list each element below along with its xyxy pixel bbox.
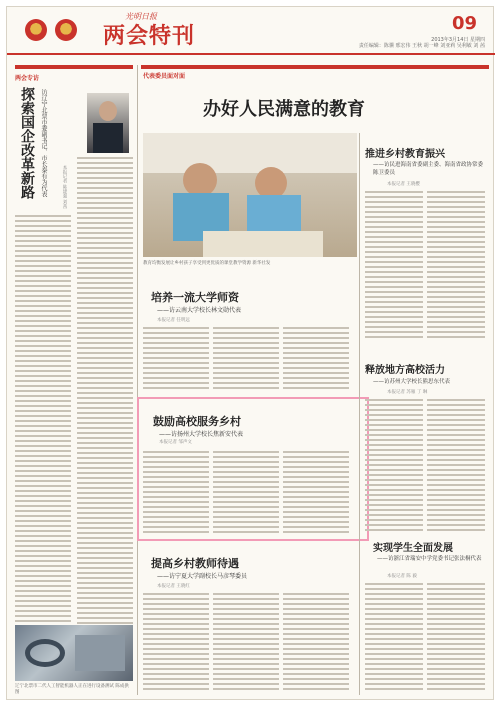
left-byline: 本报记者 陈建强 刘茜 xyxy=(62,165,67,209)
factory-caption: 辽宁北票市二代人工智能机器人正在进行设备测试 陈成供图 xyxy=(15,684,129,695)
cppcc-emblem-icon xyxy=(55,19,77,41)
photo-caption: 教育均衡发展让乡村孩子享受到更优质的课堂教学资源 新华社发 xyxy=(143,261,271,266)
article3-text-2 xyxy=(213,593,279,693)
right-article1-headline: 推进乡村教育振兴 xyxy=(365,149,445,160)
column-divider-right xyxy=(359,133,360,695)
page-number: 09 xyxy=(451,13,477,34)
left-subhead: 访辽宁北票市委副书记、市长秦有为代表 xyxy=(40,89,47,197)
section-title: 两会特刊 xyxy=(103,23,196,49)
article2-headline: 鼓励高校服务乡村 xyxy=(153,415,241,428)
column-divider-left xyxy=(137,65,138,695)
section-rule xyxy=(15,65,133,69)
paper-name: 光明日报 xyxy=(125,12,157,21)
article1-subhead: ——访云南大学校长林文勋代表 xyxy=(157,307,242,314)
right-article3-headline: 实现学生全面发展 xyxy=(373,543,453,554)
factory-photo xyxy=(15,625,133,681)
article2-text-3 xyxy=(283,451,349,536)
right-article3-subhead: ——访浙江省瑞安中学党委书记张法桐代表 xyxy=(377,556,482,562)
article2-text-1 xyxy=(143,451,209,536)
right-article1-text-2 xyxy=(427,191,485,341)
main-headline: 办好人民满意的教育 xyxy=(203,99,365,120)
right-article2-subhead: ——访苏州大学校长熊思东代表 xyxy=(373,379,451,385)
right-article3-byline: 本报记者 陈 毅 xyxy=(387,574,417,579)
classroom-photo xyxy=(143,133,357,257)
editors-line: 责任编辑：陈骥 邢宏伟 王秋 胡一峰 刘亚莉 吴利敏 刘 茜 xyxy=(358,43,485,49)
article3-text-1 xyxy=(143,593,209,693)
right-article2-text-1 xyxy=(365,399,423,534)
article3-byline: 本报记者 王晓红 xyxy=(157,584,190,589)
article1-text-2 xyxy=(213,327,279,392)
left-headline: 探索国企改革新路 xyxy=(19,87,35,199)
right-article3-text-1 xyxy=(365,583,423,693)
article3-headline: 提高乡村教师待遇 xyxy=(151,557,239,570)
left-tag: 两会专访 xyxy=(15,75,40,82)
left-text-block-1 xyxy=(15,215,71,655)
article1-byline: 本报记者 任明远 xyxy=(157,318,190,323)
article2-subhead: ——访扬州大学校长焦新安代表 xyxy=(159,431,244,438)
center-tag: 代表委员面对面 xyxy=(143,73,186,80)
right-article1-text-1 xyxy=(365,191,423,341)
left-text-block-2 xyxy=(77,157,133,647)
right-article2-headline: 释放地方高校活力 xyxy=(365,365,445,376)
center-rule xyxy=(141,65,489,69)
article2-text-2 xyxy=(213,451,279,536)
left-column xyxy=(15,65,133,695)
portrait-photo xyxy=(87,93,129,153)
masthead xyxy=(7,7,495,55)
article2-byline: 本报记者 邹声文 xyxy=(159,440,192,445)
right-article1-byline: 本报记者 王晓樱 xyxy=(387,182,420,187)
issue-date: 2013年3月14日 星期四 xyxy=(431,37,485,43)
article1-text-3 xyxy=(283,327,349,392)
masthead-info xyxy=(345,37,485,49)
article3-text-3 xyxy=(283,593,349,693)
right-article2-byline: 本报记者 苏雁 丁 琳 xyxy=(387,390,428,395)
right-article1-subhead: ——访民进海南省委副主委、海南省政协常委陈卫委员 xyxy=(373,162,484,176)
article1-text-1 xyxy=(143,327,209,392)
newspaper-page xyxy=(6,6,494,700)
right-article3-text-2 xyxy=(427,583,485,693)
national-emblem-icon xyxy=(25,19,47,41)
right-article2-text-2 xyxy=(427,399,485,534)
article3-subhead: ——访宁夏大学副校长马彦琴委员 xyxy=(157,573,248,580)
article1-headline: 培养一流大学师资 xyxy=(151,291,239,304)
